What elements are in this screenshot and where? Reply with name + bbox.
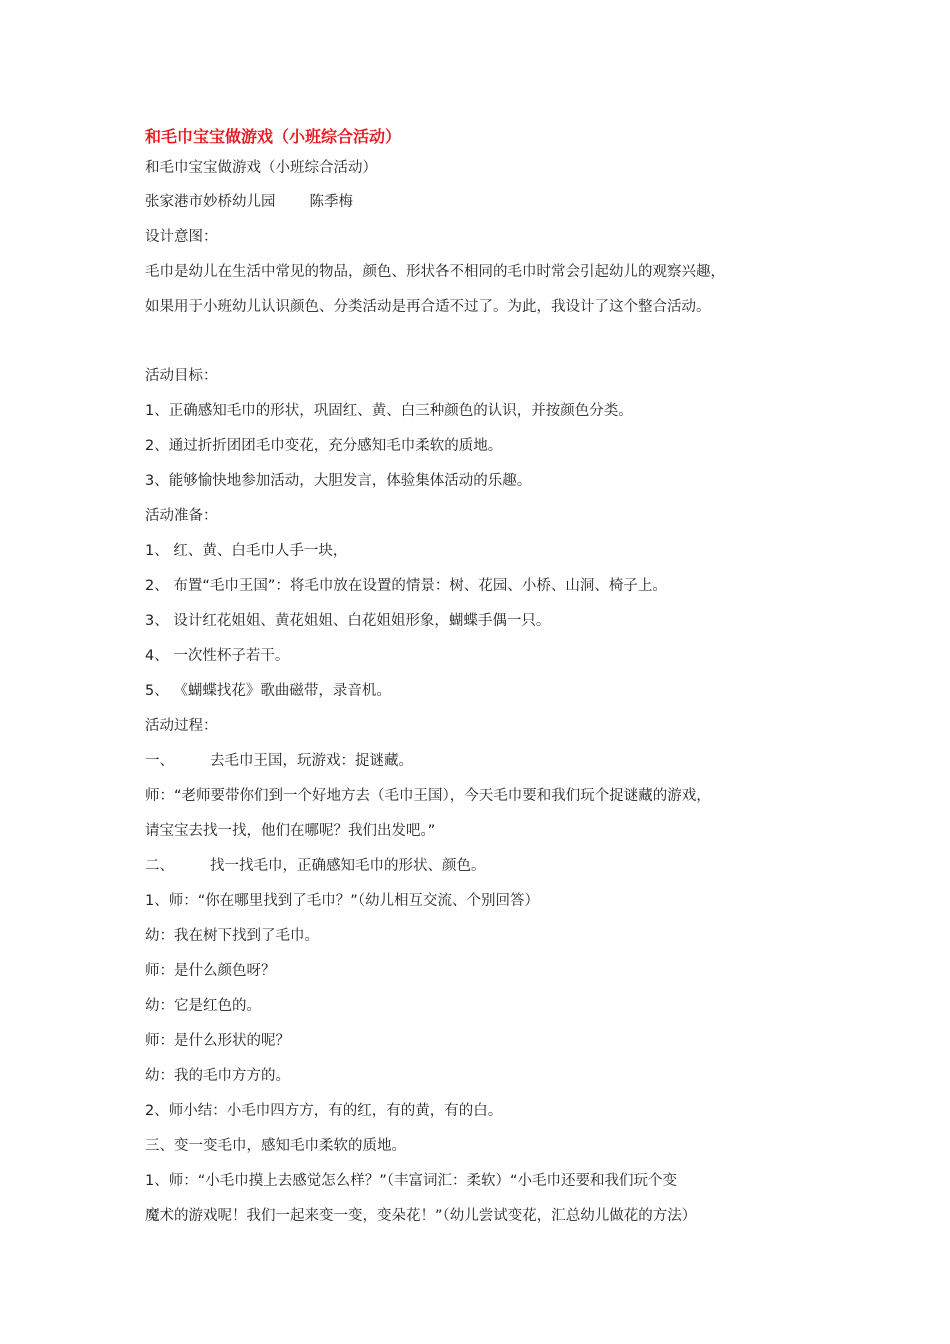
prep-item: 3、 设计红花姐姐、黄花姐姐、白花姐姐形象，蝴蝶手偶一只。: [145, 613, 551, 629]
goal-item: 3、能够愉快地参加活动，大胆发言，体验集体活动的乐趣。: [145, 473, 532, 489]
process-heading: 活动过程：: [145, 718, 218, 734]
blank-line: [145, 325, 825, 359]
dialogue-line: 幼：它是红色的。: [145, 998, 261, 1014]
step-2-heading: [145, 849, 825, 884]
document-subtitle: 和毛巾宝宝做游戏（小班综合活动）: [145, 160, 377, 176]
goals-heading: 活动目标：: [145, 368, 218, 384]
goal-item: 1、正确感知毛巾的形状，巩固红、黄、白三种颜色的认识，并按颜色分类。: [145, 403, 633, 419]
step-3-paragraph-line-1: 1、师：“小毛巾摸上去感觉怎么样？”（丰富词汇：柔软）“小毛巾还要和我们玩个变: [145, 1173, 678, 1189]
step-1-paragraph-line-2: 请宝宝去找一找，他们在哪呢？我们出发吧。”: [145, 823, 436, 839]
dialogue-line: 幼：我的毛巾方方的。: [145, 1068, 290, 1084]
design-paragraph-line-2: 如果用于小班幼儿认识颜色、分类活动是再合适不过了。为此，我设计了这个整合活动。: [145, 299, 711, 315]
document-title: 和毛巾宝宝做游戏（小班综合活动）: [145, 127, 402, 146]
author-school: 张家港市妙桥幼儿园: [145, 194, 276, 210]
prep-item: 2、 布置“毛巾王国”：将毛巾放在设置的情景：树、花园、小桥、山洞、椅子上。: [145, 578, 667, 594]
step-1-paragraph-line-1: 师：“老师要带你们到一个好地方去（毛巾王国），今天毛巾要和我们玩个捉谜藏的游戏，: [145, 788, 711, 804]
author-line: [145, 185, 825, 220]
prep-heading: 活动准备：: [145, 508, 218, 524]
prep-item: 4、 一次性杯子若干。: [145, 648, 290, 664]
step-1-text: 去毛巾王国，玩游戏：捉谜藏。: [210, 753, 413, 769]
dialogue-line: 幼：我在树下找到了毛巾。: [145, 928, 319, 944]
step-2-number: 二、: [145, 858, 174, 874]
step-3-heading: 三、变一变毛巾，感知毛巾柔软的质地。: [145, 1138, 406, 1154]
step-3-paragraph-line-2: 魔术的游戏呢！我们一起来变一变，变朵花！”（幼儿尝试变花，汇总幼儿做花的方法）: [145, 1208, 697, 1224]
step-1-number: 一、: [145, 753, 174, 769]
author-name: 陈季梅: [309, 194, 353, 210]
prep-item: 5、 《蝴蝶找花》歌曲磁带，录音机。: [145, 683, 391, 699]
goal-item: 2、通过折折团团毛巾变花，充分感知毛巾柔软的质地。: [145, 438, 503, 454]
dialogue-line: 师：是什么颜色呀？: [145, 963, 276, 979]
document-page: [145, 122, 825, 1234]
design-heading: 设计意图：: [145, 229, 218, 245]
prep-item: 1、 红、黄、白毛巾人手一块，: [145, 543, 348, 559]
dialogue-line: 1、师：“你在哪里找到了毛巾？”（幼儿相互交流、个别回答）: [145, 893, 539, 909]
design-paragraph-line-1: 毛巾是幼儿在生活中常见的物品，颜色、形状各不相同的毛巾时常会引起幼儿的观察兴趣，: [145, 264, 725, 280]
dialogue-line: 2、师小结：小毛巾四方方，有的红，有的黄，有的白。: [145, 1103, 503, 1119]
step-2-text: 找一找毛巾，正确感知毛巾的形状、颜色。: [210, 858, 486, 874]
dialogue-line: 师：是什么形状的呢？: [145, 1033, 290, 1049]
step-1-heading: [145, 744, 825, 779]
